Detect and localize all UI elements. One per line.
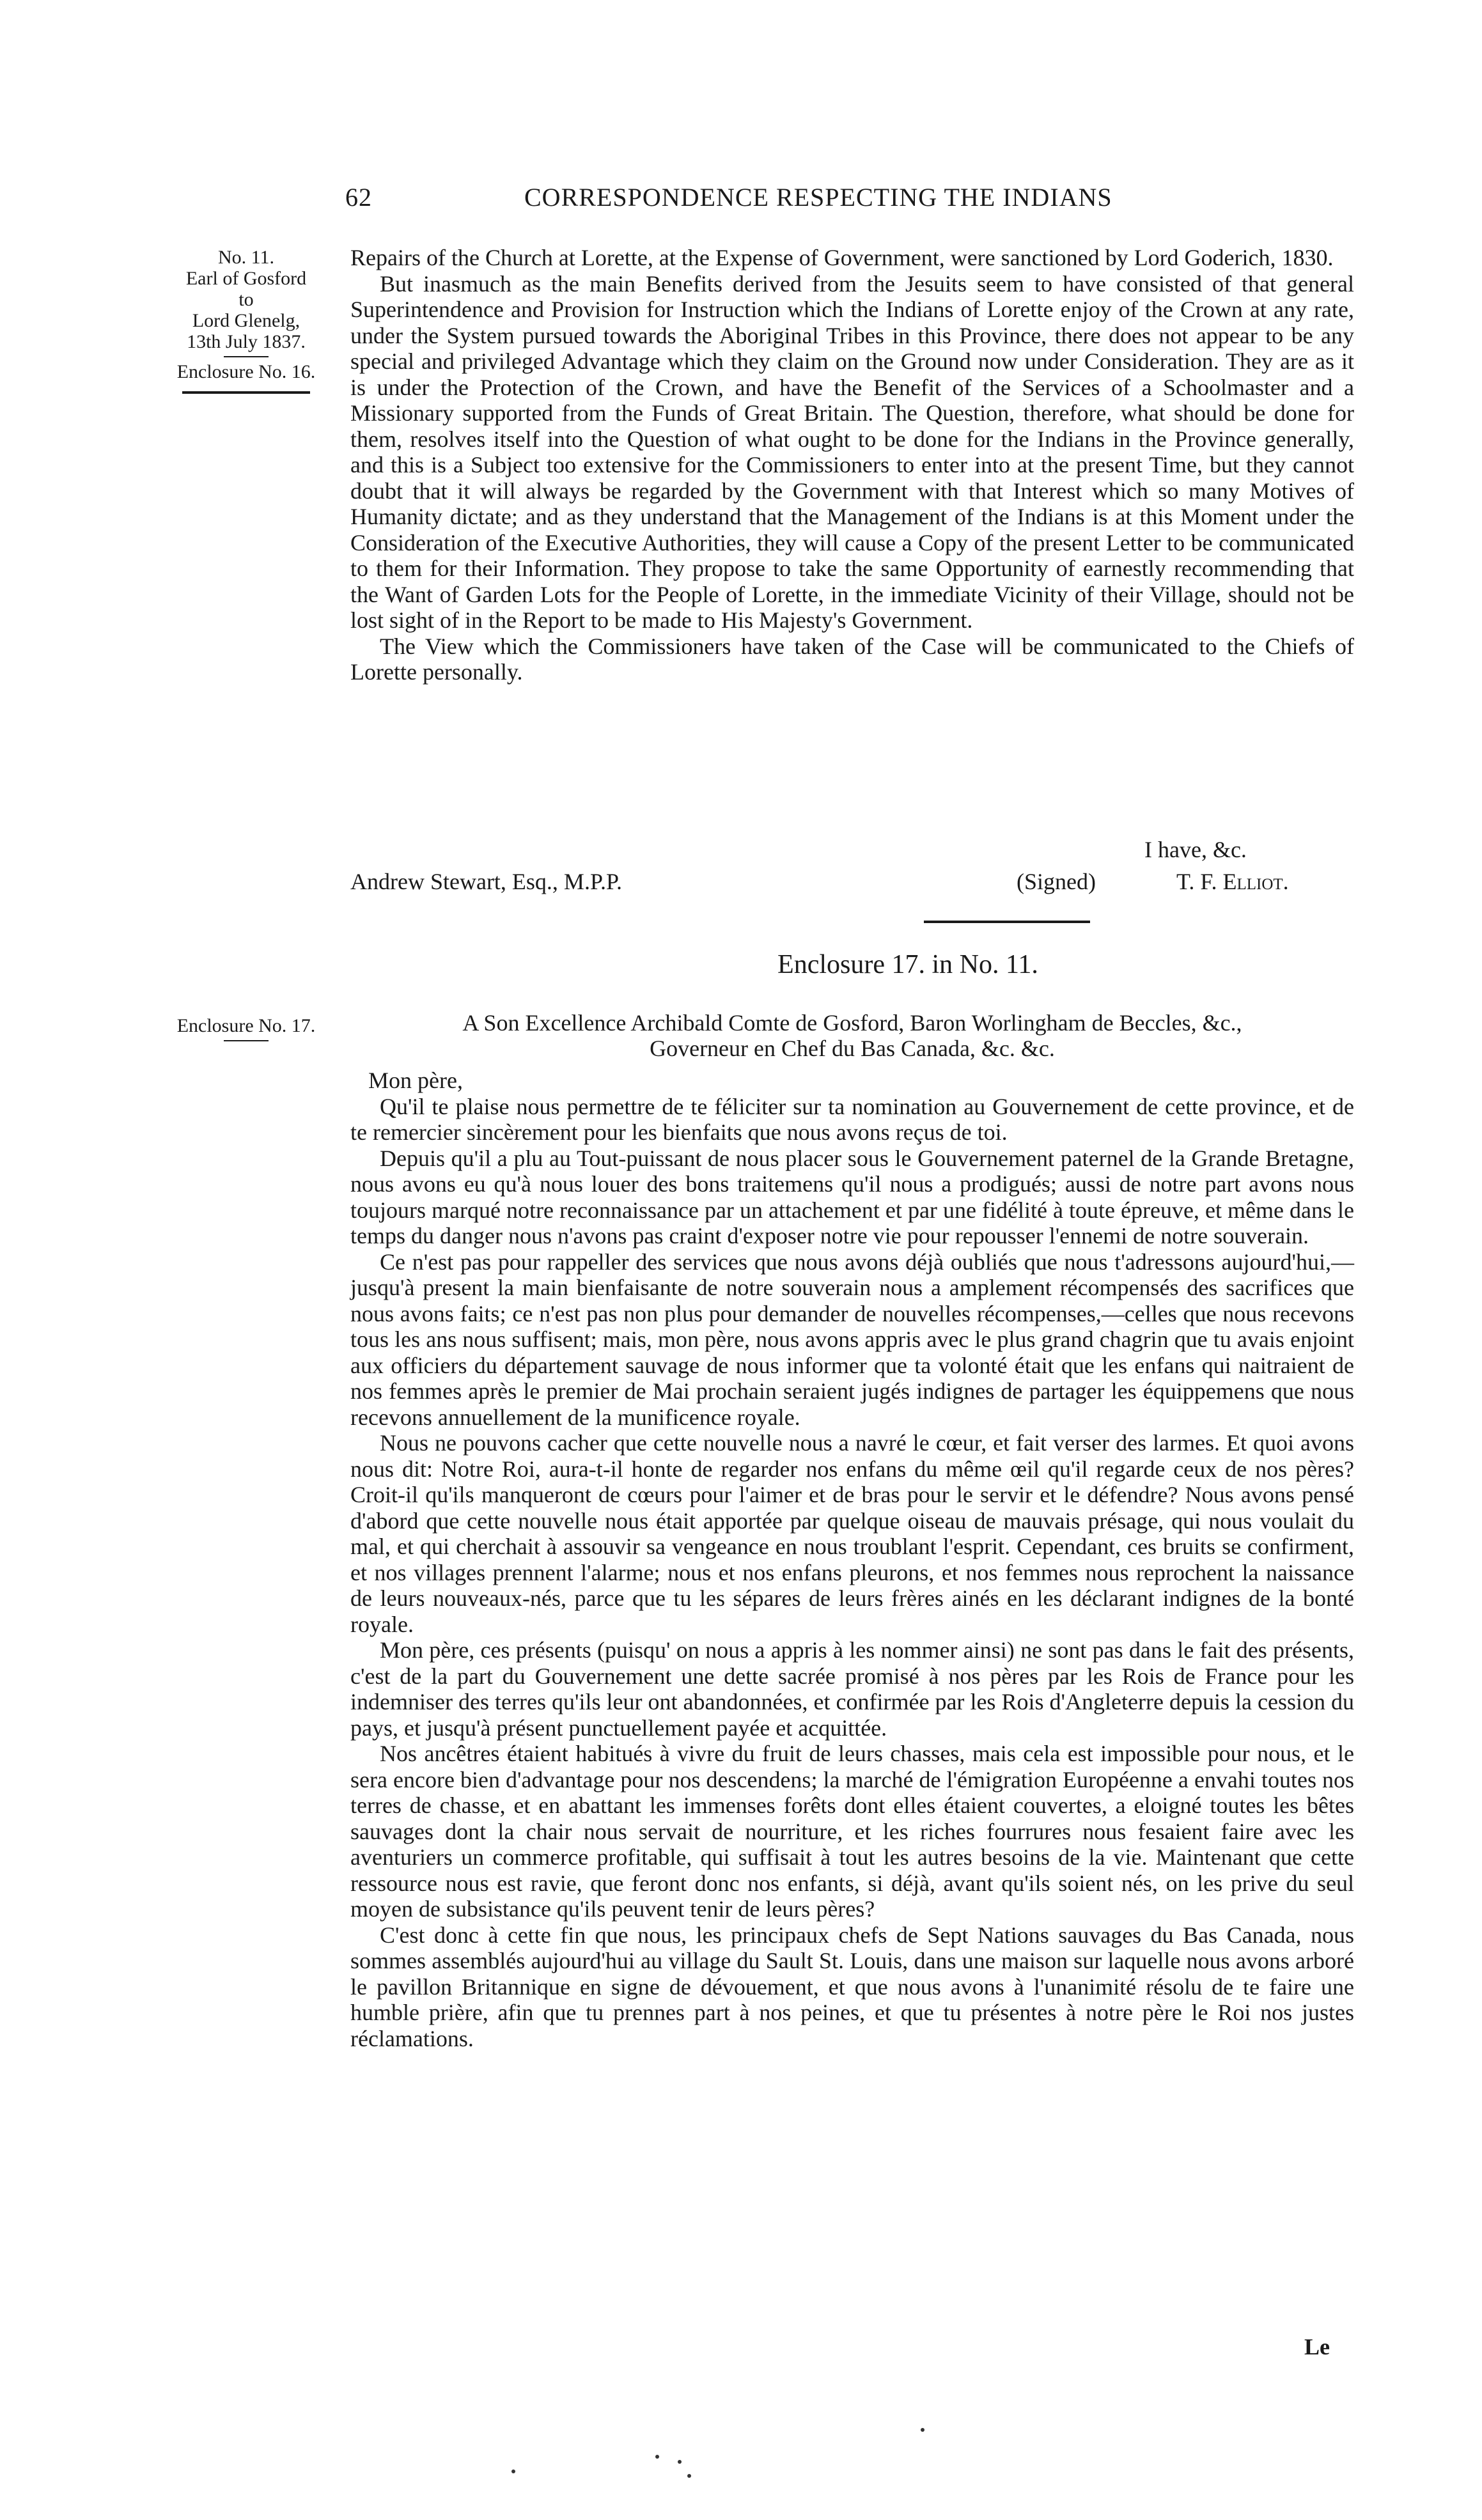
print-speck: [921, 2428, 924, 2432]
body-paragraph: Repairs of the Church at Lorette, at the Expense of Government, were sanctioned by Lord Goderich, 1830.: [350, 245, 1334, 270]
margin-note-enclosure-17: [150, 1015, 342, 1045]
body-paragraph: Nos ancêtres étaient habitués à vivre du fruit de leurs chasses, mais cela est impossible pour nous, et le sera encore bien d'advantage pour nos descendens; la marché de l'émigration Européenne a envahi toutes nos terres de chasse, et en abattant les immenses forêts dont elles étaient couvertes, a eloigné toutes les bêtes sauvages dont la chair nous servait de nourriture, et les riches fourrures nous fesaient faire avec les aventuriers un commerce profitable, qui suffisait à tout les autres besoins de la vie. Maintenant que cette ressource nous est ravie, que feront donc nos enfants, si déjà, avant qu'ils soient nés, on les prive du seul moyen de subsistance qu'ils peuvent tenir de leurs pères?: [350, 1741, 1354, 1922]
body-paragraph: The View which the Commissioners have taken of the Case will be communicated to the Chiefs of Lorette personally.: [350, 633, 1354, 685]
margin-to: to: [238, 289, 254, 310]
enclosure-address: [350, 1010, 1354, 1061]
body-paragraph: C'est donc à cette fin que nous, les principaux chefs de Sept Nations sauvages du Bas Canada, nous sommes assemblés aujourd'hui au village du Sault St. Louis, dans une maison sur laquelle nous avons arboré le pavillon Britannique en signe de dévouement, et que nous avons à l'unanimité résolu de te faire une humble prière, afin que tu prennes part à nos peines, et que tu présentes à notre père le Roi nos justes réclamations.: [350, 1922, 1354, 2051]
body-paragraph: Mon père, ces présents (puisqu' on nous a appris à les nommer ainsi) ne sont pas dans le fait des présents, c'est de la part du Gouvernement une dette sacrée promisé à nos pères par les Rois de France pour les indemniser des terres qu'ils leur ont abandonnées, et confirmée par les Rois d'Angleterre depuis la cession du pays, et jusqu'à présent punctuellement payée et acquittée.: [350, 1637, 1354, 1741]
running-title: CORRESPONDENCE RESPECTING THE INDIANS: [524, 183, 1112, 212]
letter-body-enclosure-16: [350, 245, 1354, 685]
page-number: 62: [345, 183, 372, 212]
margin-despatch-number: No. 11.: [217, 247, 275, 268]
addressee: Andrew Stewart, Esq., M.P.P.: [350, 869, 623, 894]
letter-body-enclosure-17: [350, 1068, 1354, 2051]
salutation: Mon père,: [368, 1068, 463, 1093]
print-speck: [655, 2455, 659, 2459]
body-paragraph: Ce n'est pas pour rappeller des services que nous avons déjà oubliés que nous t'adressons aujourd'hui,—jusqu'à present la main bienfaisante de notre souverain nous a amplement récompensés des sacrifices que nous avons faits; ce n'est pas non plus pour demander de nouvelles récompenses,—celles que nous recevons tous les ans nous suffisent; mais, mon père, nous avons appris avec le plus grand chagrin que tu avais enjoint aux officiers du département sauvage de nous informer que ta volonté était que les enfans qui naitraient de nos femmes après le premier de Mai prochain seraient jugés indignes de partager les équippemens que nous recevons annuellement de la munificence royale.: [350, 1248, 1354, 1430]
body-paragraph: Nous ne pouvons cacher que cette nouvelle nous a navré le cœur, et fait verser des larmes. Et quoi avons nous dit: Notre Roi, aura-t-il honte de regarder nos enfans du même œil qu'il regarde ceux de nos pères? Croit-il qu'ils manqueront de cœurs pour l'aimer et de bras pour le servir et le défendre? Nous avons pensé d'abord que cette nouvelle nous était apportée par quelque oiseau de mauvais présage, qui nous voulait du mal, et qui cherchait à assouvir sa vengeance en nous troublant l'esprit. Cependant, ces bruits se confirment, et nos villages prennent l'alarme; nous et nos enfans pleurons, et nos femmes nous reprochent la naissance de leurs nouveaux-nés, parce que tu les sépares de leurs frères ainés en les déclarant indignes de la bonté royale.: [350, 1430, 1354, 1637]
body-paragraph: But inasmuch as the main Benefits derived from the Jesuits seem to have consisted of that general Superintendence and Provision for Instruction which the Indians of Lorette enjoy of the Crown at any rate, under the System pursued towards the Aboriginal Tribes in this Province, there does not appear to be any special and privileged Advantage which they claim on the Ground now under Consideration. They are as it is under the Protection of the Crown, and have the Benefit of the Services of a Schoolmaster and a Missionary supported from the Funds of Great Britain. The Question, therefore, what should be done for them, resolves itself into the Question of what ought to be done for the Indians in the Province generally, and this is a Subject too extensive for the Commissioners to enter into at the present Time, but they cannot doubt that it will always be regarded by the Government with that Interest which so many Motives of Humanity dictate; and as they understand that the Management of the Indians is at this Moment under the Consideration of the Executive Authorities, they will cause a Copy of the present Letter to be communicated to them for their Information. They propose to take the same Opportunity of earnestly recommending that the Want of Garden Lots for the People of Lorette, in the immediate Vicinity of their Village, should not be lost sight of in the Report to be made to His Majesty's Government.: [350, 270, 1354, 633]
print-speck: [511, 2469, 515, 2473]
margin-recipient: Lord Glenelg,: [192, 310, 300, 331]
closing-formula: I have, &c.: [1144, 837, 1247, 862]
signed-label: (Signed): [1017, 869, 1096, 894]
margin-divider: [224, 1040, 269, 1041]
margin-date: 13th July 1837.: [187, 331, 306, 352]
enclosure-17-title: Enclosure 17. in No. 11.: [777, 950, 1038, 979]
address-line-1: A Son Excellence Archibald Comte de Gosford, Baron Worlingham de Beccles, &c.,: [462, 1010, 1242, 1036]
margin-sender: Earl of Gosford: [185, 268, 307, 289]
catchword: Le: [1304, 2334, 1330, 2360]
body-paragraph: Qu'il te plaise nous permettre de te féliciter sur ta nomination au Gouvernement de cette province, et de te remercier sincèrement pour les bienfaits que nous avons reçus de toi.: [350, 1093, 1354, 1145]
print-speck: [678, 2460, 682, 2464]
margin-end-rule: [182, 391, 310, 394]
body-paragraph: Depuis qu'il a plu au Tout-puissant de nous placer sous le Gouvernement paternel de la Grande Bretagne, nous avons eu qu'à nous louer des bons traitemens qu'il nous a prodigués; aussi de notre part avons nous toujours marqué notre reconnaissance par un attachement et par une fidélité à toute épreuve, et même dans le temps du danger nous n'avons pas craint d'exposer notre vie pour repousser l'ennemi de notre souverain.: [350, 1145, 1354, 1248]
address-line-2: Governeur en Chef du Bas Canada, &c. &c.: [650, 1036, 1055, 1061]
signatory: T. F. Elliot.: [1176, 869, 1289, 894]
margin-enclosure-17: Enclosure No. 17.: [176, 1015, 316, 1036]
section-divider: [924, 921, 1090, 923]
margin-enclosure-16: Enclosure No. 16.: [176, 361, 316, 382]
print-speck: [687, 2474, 691, 2478]
margin-note-despatch: [150, 247, 342, 394]
margin-divider: [224, 356, 269, 357]
